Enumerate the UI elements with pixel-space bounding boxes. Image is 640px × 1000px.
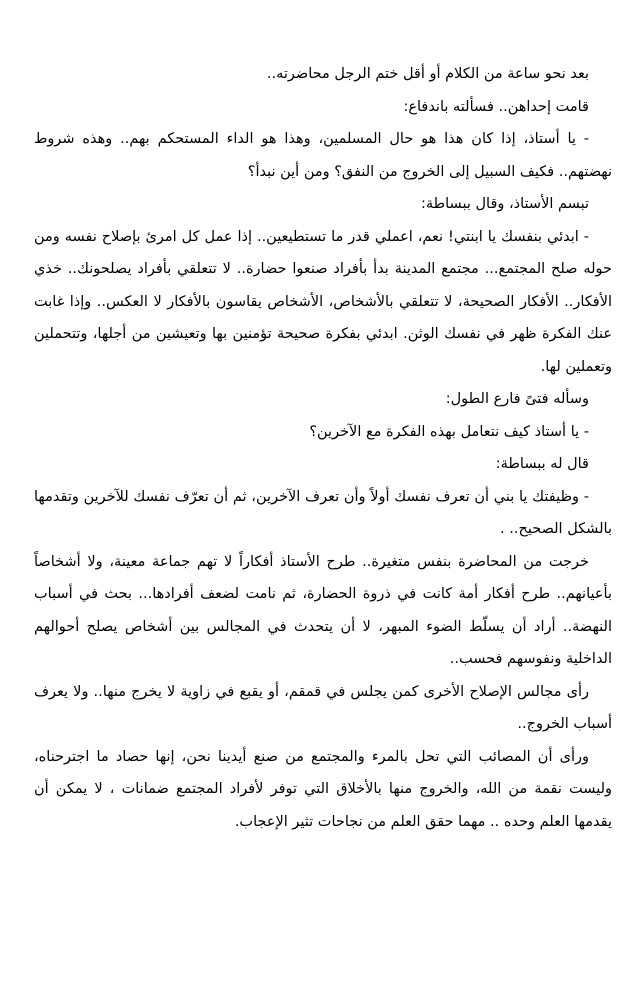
- paragraph-12: ورأى أن المصائب التي تحل بالمرء والمجتمع من صنع أيدينا نحن، إنها حصاد ما اجترحناه، وليست نقمة من الله، والخروج منها بالأخلاق التي توفر لأفراد المجتمع ضمانات ، لا يمكن أن يقدمها العلم وحده .. مهما حقق العلم من نجاحات تثير الإعجاب.: [34, 748, 612, 830]
- paragraph-7: - يا أستاذ كيف نتعامل بهذه الفكرة مع الآخرين؟: [309, 423, 589, 440]
- paragraph-4: تبسم الأستاذ، وقال ببساطة:: [420, 196, 589, 212]
- paragraph-10: خرجت من المحاضرة بنفس متغيرة.. طرح الأستاذ أفكاراً لا تهم جماعة معينة، ولا أشخاصاً بأعيانهم.. طرح أفكار أمة كانت في ذروة الحضارة، ثم نامت لضعف أفرادها... بحث في أسباب النهضة.. أراد أن يسلّط الضوء المبهر، لا أن يتحدث في المجالس بين أشخاص يصلح أحوالهم الداخلية ونفوسهم فحسب..: [34, 553, 612, 667]
- paragraph-2: قامت إحداهن.. فسألته باندفاع:: [403, 98, 589, 115]
- paragraph-6: وسأله فتىً فارع الطول:: [445, 391, 589, 407]
- paragraph-3: - يا أستاذ، إذا كان هذا هو حال المسلمين، وهذا هو الداء المستحكم بهم.. وهذه شروط نهضتهم.. فكيف السبيل إلى الخروج من النفق؟ ومن أين نبدأ؟: [34, 131, 612, 180]
- paragraph-8: قال له ببساطة:: [495, 456, 589, 472]
- paragraph-1: بعد نحو ساعة من الكلام أو أقل ختم الرجل محاضرته..: [266, 66, 589, 82]
- document-body: [34, 58, 612, 838]
- paragraph-11: رأى مجالس الإصلاح الأخرى كمن يجلس في قمقم، أو يقبع في زاوية لا يخرج منها.. ولا يعرف أسباب الخروج..: [34, 683, 612, 732]
- paragraph-5: - ابدئي بنفسك يا ابنتي! نعم، اعملي قدر ما تستطيعين.. إذا عمل كل امرئ بإصلاح نفسه ومن حوله صلح المجتمع... مجتمع المدينة بدأ بأفراد صنعوا حضارة.. لا تتعلقي بأفراد يصلحونك.. خذي الأفكار.. الأفكار الصحيحة، لا تتعلقي بالأشخاص، الأشخاص يقاسون بالأفكار لا العكس.. وإذا غابت عنك الفكرة ظهر في نفسك الوثن. ابدئي بفكرة صحيحة تؤمنين بها وتعيشين من أجلها، وتتحملين وتعملين لها.: [34, 228, 612, 375]
- paragraph-9: - وظيفتك يا بني أن تعرف نفسك أولاً وأن تعرف الآخرين، ثم أن تعرّف نفسك للآخرين وتقدمها بالشكل الصحيح.. .: [34, 488, 612, 537]
